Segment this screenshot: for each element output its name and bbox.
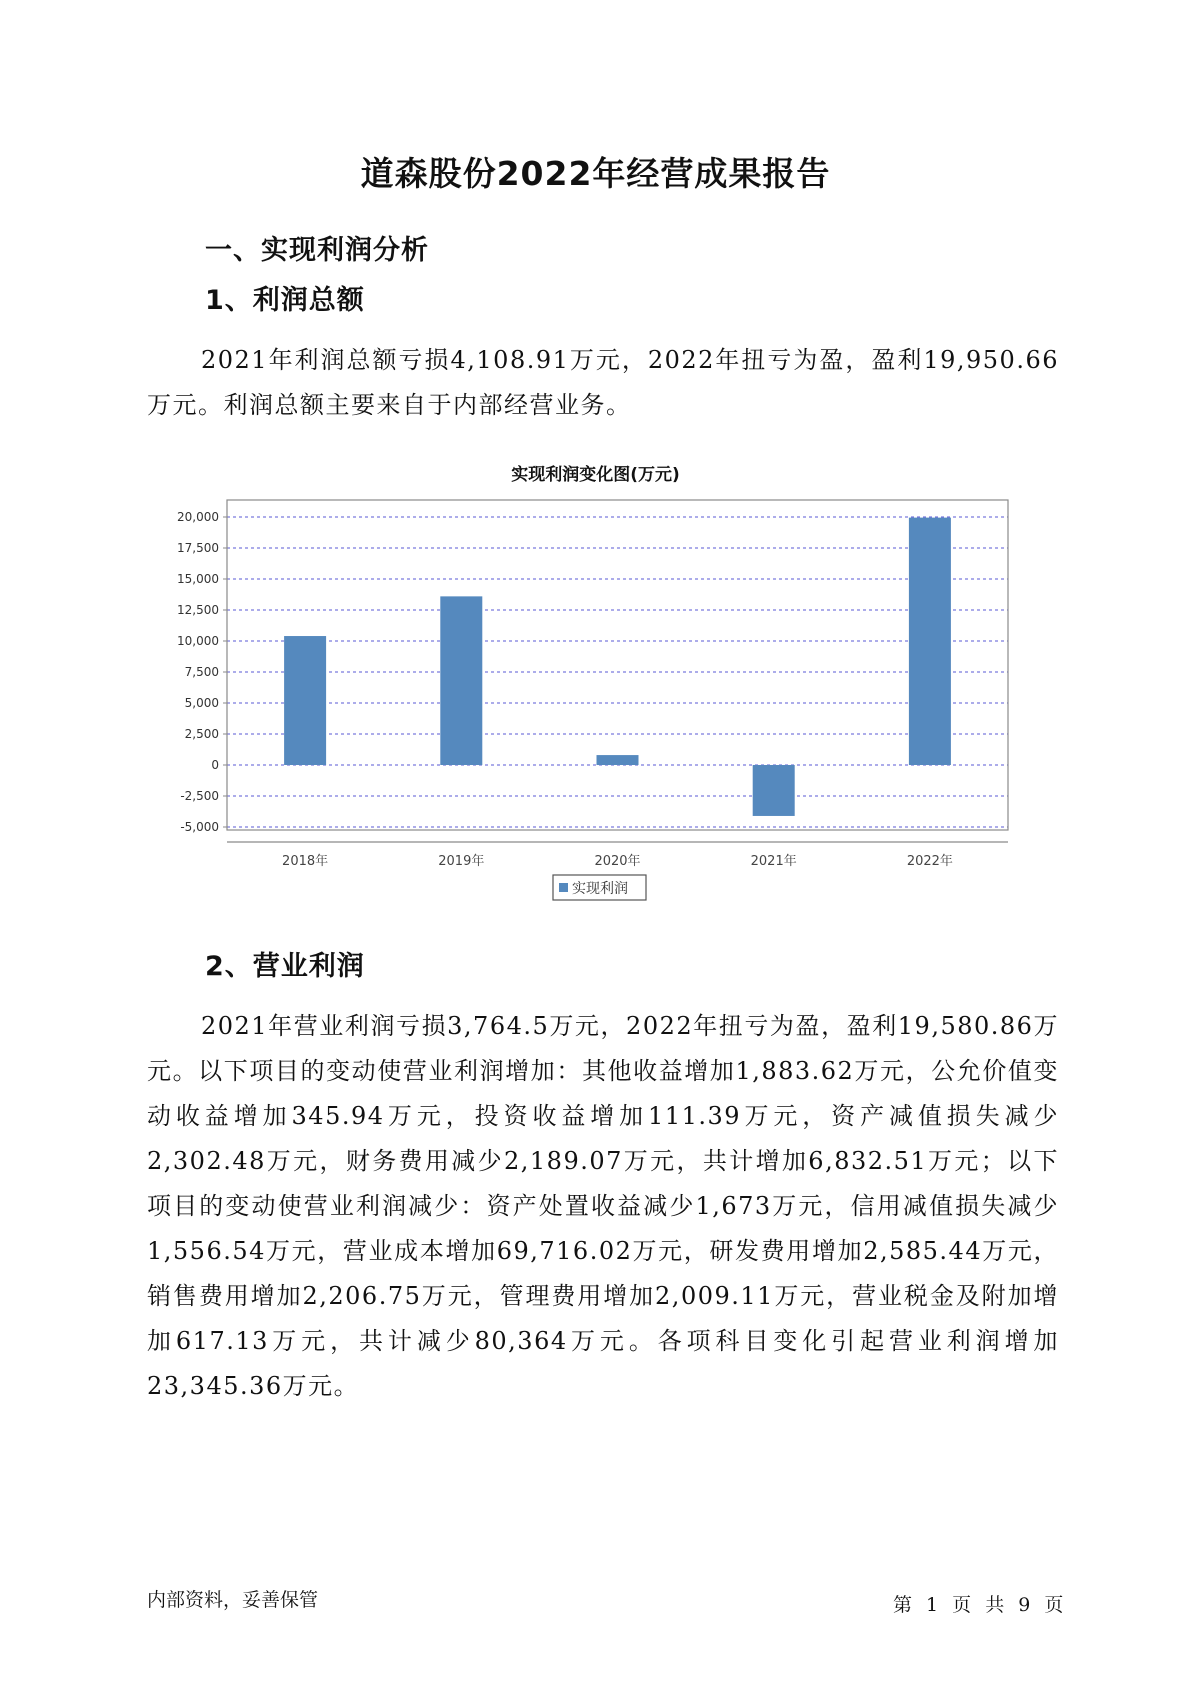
y-tick-label: 17,500	[177, 541, 219, 555]
y-tick-label: 0	[211, 758, 219, 772]
y-tick-label: -5,000	[180, 820, 219, 834]
y-tick-label: 2,500	[184, 727, 219, 741]
y-tick-label: 5,000	[184, 696, 219, 710]
x-tick-label: 2019年	[438, 854, 485, 869]
x-tick-label: 2022年	[906, 854, 953, 869]
total-profit-paragraph: 2021年利润总额亏损4,108.91万元，2022年扭亏为盈，盈利19,950.66万元。利润总额主要来自于内部经营业务。	[147, 346, 1059, 419]
legend-label: 实现利润	[572, 881, 628, 897]
bar	[753, 765, 795, 816]
legend-swatch	[559, 883, 568, 892]
subsection-heading-operating-profit: 2、营业利润	[205, 951, 365, 982]
y-tick-label: 12,500	[177, 603, 219, 617]
y-tick-label: 7,500	[184, 665, 219, 679]
x-tick-label: 2018年	[282, 854, 329, 869]
bar	[284, 636, 326, 765]
operating-profit-paragraph: 2021年营业利润亏损3,764.5万元，2022年扭亏为盈，盈利19,580.86万元。以下项目的变动使营业利润增加：其他收益增加1,883.62万元，公允价值变动收益增加345.94万元，投资收益增加111.39万元，资产减值损失减少2,302.48万元，财务费用减少2,189.07万元，共计增加6,832.51万元；以下项目的变动使营业利润减少：资产处置收益减少1,673万元，信用减值损失减少1,556.54万元，营业成本增加69,716.02万元，研发费用增加2,585.44万元，销售费用增加2,206.75万元，管理费用增加2,009.11万元，营业税金及附加增加617.13万元，共计减少80,364万元。各项科目变化引起营业利润增加23,345.36万元。	[147, 1012, 1059, 1400]
subsection-heading-total-profit: 1、利润总额	[205, 285, 365, 316]
chart-title: 实现利润变化图(万元)	[511, 465, 680, 485]
page-title: 道森股份2022年经营成果报告	[360, 154, 831, 193]
y-tick-label: 20,000	[177, 510, 219, 524]
bar	[440, 596, 482, 765]
section-heading: 一、实现利润分析	[205, 235, 429, 266]
bar	[909, 518, 951, 765]
page-number: 第 1 页 共 9 页	[893, 1594, 1065, 1616]
x-tick-label: 2020年	[594, 854, 641, 869]
bar	[597, 755, 639, 765]
plot-frame	[227, 500, 1008, 830]
x-tick-label: 2021年	[750, 854, 797, 869]
y-tick-label: -2,500	[180, 789, 219, 803]
y-tick-label: 15,000	[177, 572, 219, 586]
y-tick-label: 10,000	[177, 634, 219, 648]
confidential-notice: 内部资料，妥善保管	[147, 1589, 319, 1611]
